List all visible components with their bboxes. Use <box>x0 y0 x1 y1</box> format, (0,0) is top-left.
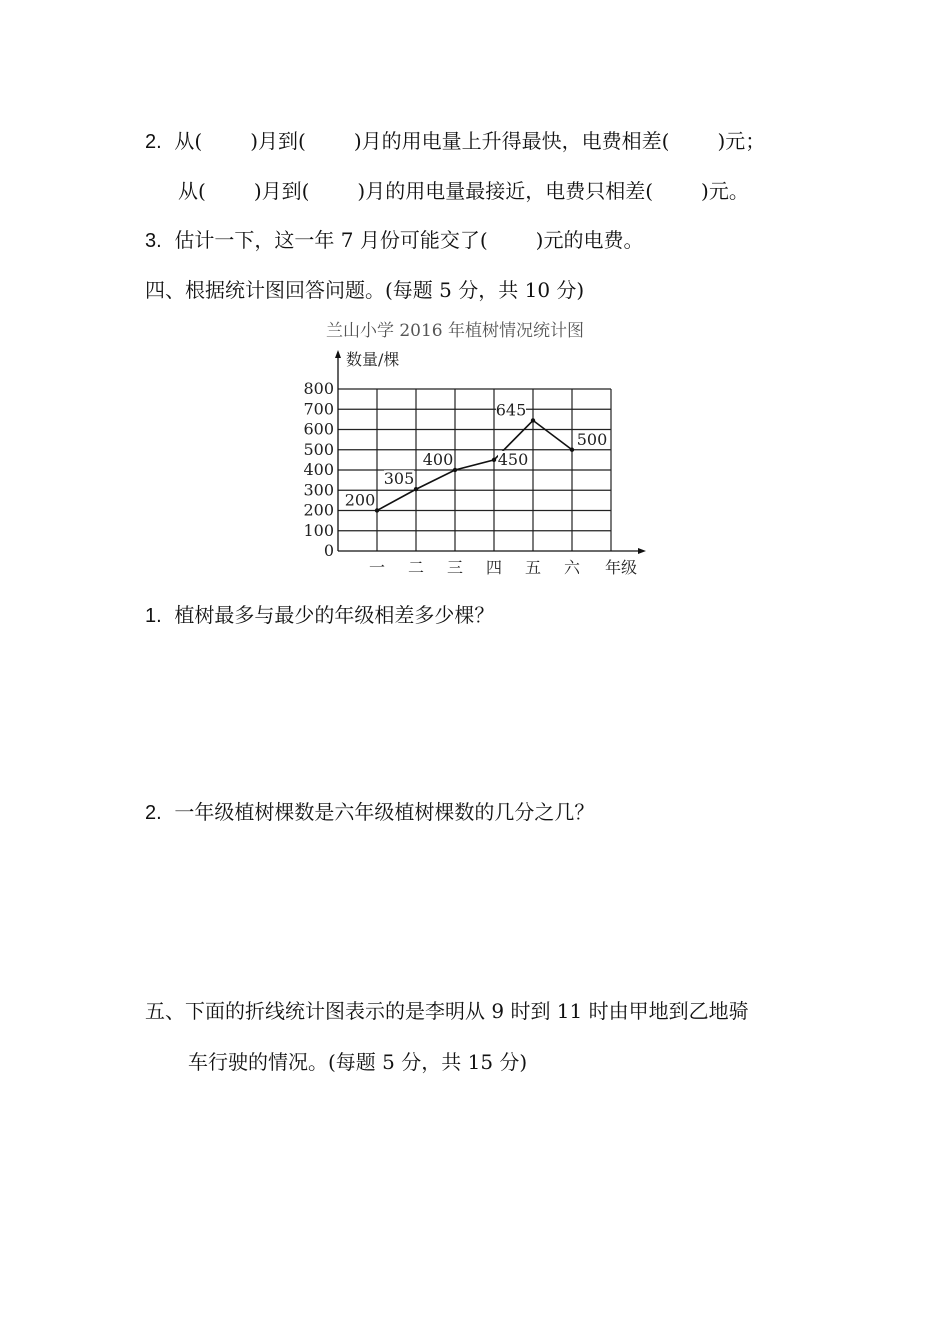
data-point <box>531 418 535 422</box>
x-axis-label: 年级 <box>605 558 638 577</box>
data-point <box>570 448 574 452</box>
x-tick-label: 六 <box>563 558 581 577</box>
data-label: 450 <box>497 449 529 469</box>
text-part: )元的电费。 <box>535 228 644 252</box>
y-axis-label: 数量/棵 <box>346 350 400 369</box>
text-part: )元。 <box>701 179 749 203</box>
y-tick-label: 100 <box>303 520 334 540</box>
x-tick-label: 四 <box>485 558 503 577</box>
chart-title: 兰山小学 2016 年植树情况统计图 <box>325 321 585 341</box>
data-point <box>375 508 379 512</box>
question-text: 植树最多与最少的年级相差多少棵？ <box>174 603 495 627</box>
y-axis-arrow <box>335 350 341 358</box>
y-tick-label: 500 <box>303 439 334 459</box>
data-label: 305 <box>383 469 415 489</box>
text-part: )月到( <box>253 179 310 203</box>
data-label: 645 <box>495 400 527 420</box>
y-tick-labels <box>303 379 334 560</box>
item3 <box>145 226 643 255</box>
x-tick-label: 二 <box>407 558 425 577</box>
y-tick-label: 700 <box>303 399 334 419</box>
s4-q2 <box>145 798 594 827</box>
data-label: 200 <box>344 490 376 510</box>
y-tick-label: 0 <box>323 541 334 560</box>
s4-q1 <box>145 601 494 630</box>
section5-line1: 五、下面的折线统计图表示的是李明从 9 时到 11 时由甲地到乙地骑 <box>145 999 749 1023</box>
y-tick-label: 800 <box>303 379 334 398</box>
y-tick-label: 600 <box>303 419 334 439</box>
planting-line-chart <box>295 318 655 583</box>
y-tick-label: 400 <box>303 460 334 479</box>
question-text: 一年级植树棵数是六年级植树棵数的几分之几？ <box>174 800 595 824</box>
text-part: )月到( <box>250 129 306 153</box>
text-part: )元； <box>717 129 766 153</box>
text-part: )月的用电量上升得最快，电费相差( <box>353 129 670 153</box>
data-point <box>414 487 418 491</box>
y-tick-label: 200 <box>303 500 334 520</box>
text-part: 估计一下，这一年 7 月份可能交了( <box>174 228 488 252</box>
item-number: 1. <box>145 605 162 627</box>
item2-line2 <box>178 177 749 205</box>
data-point <box>453 468 457 472</box>
x-tick-labels <box>369 558 581 577</box>
y-tick-label: 300 <box>303 480 334 500</box>
data-labels <box>345 400 608 509</box>
chart-grid <box>338 389 611 551</box>
text-part: )月的用电量最接近，电费只相差( <box>357 179 654 203</box>
x-tick-label: 三 <box>446 558 464 577</box>
text-part: 从( <box>178 179 206 203</box>
x-axis-arrow <box>638 548 646 554</box>
x-tick-label: 五 <box>524 558 542 577</box>
series-line <box>377 420 572 510</box>
item-number: 2. <box>145 131 162 153</box>
chart-axes <box>335 350 646 554</box>
section5-line2: 车行驶的情况。(每题 5 分，共 15 分) <box>188 1050 528 1074</box>
item2-line1 <box>145 127 765 156</box>
section4-heading: 四、根据统计图回答问题。(每题 5 分，共 10 分) <box>145 278 585 302</box>
data-label: 400 <box>422 450 454 469</box>
item-number: 2. <box>145 802 162 824</box>
data-point <box>492 458 496 462</box>
item-number: 3. <box>145 230 162 252</box>
data-label: 500 <box>576 429 608 449</box>
text-part: 从( <box>174 129 203 153</box>
x-tick-label: 一 <box>368 558 386 577</box>
